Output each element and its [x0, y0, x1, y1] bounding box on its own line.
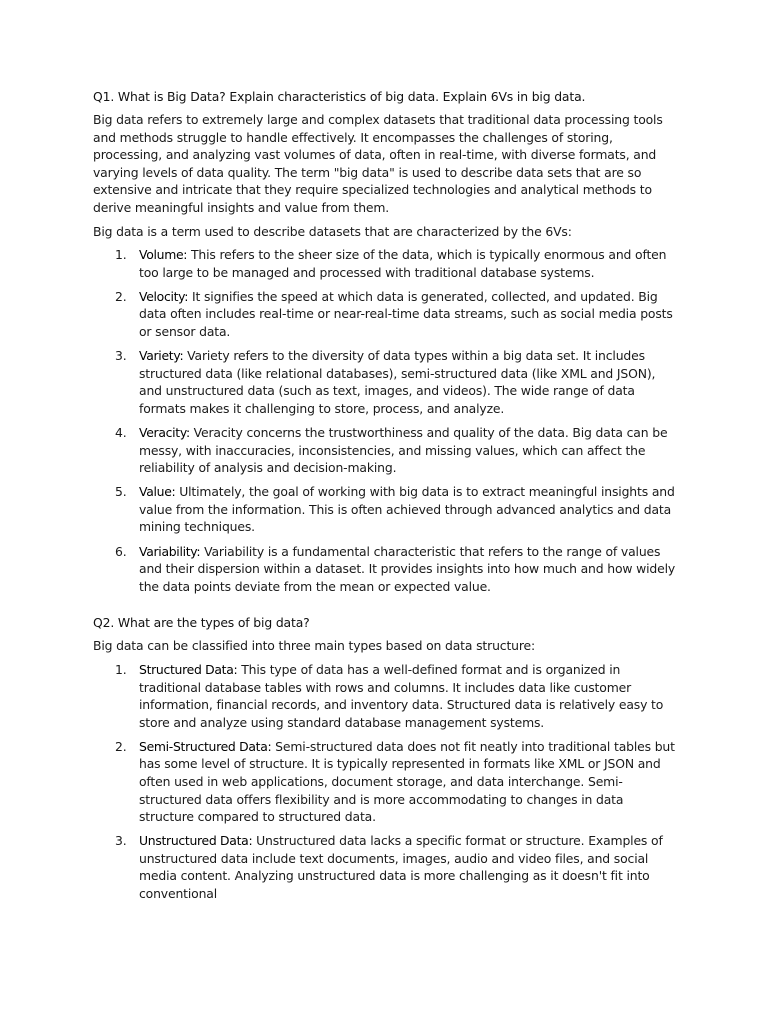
list-text: Unstructured data lacks a specific format or structure. Examples of unstructured data include text documents, images, audio and video files, and social media content. Analyzing unstructured data is more challenging as it doesn't fit into conventional [139, 833, 663, 902]
list-text: This refers to the sheer size of the data, which is typically enormous and often too large to be managed and processed with traditional database systems. [139, 247, 667, 280]
types-list [93, 661, 676, 903]
list-text: Semi-structured data does not fit neatly into traditional tables but has some level of structure. It is typically represented in formats like XML or JSON and often used in web applications, document storage, and data interchange. Semi-structured data offers flexibility and is more accommodating to changes in data structure compared to structured data. [139, 738, 675, 825]
list-item [93, 543, 676, 596]
list-term: Structured Data: [139, 661, 238, 677]
list-item [93, 738, 676, 826]
list-item [93, 288, 676, 341]
list-text: Variability is a fundamental characteristic that refers to the range of values and their dispersion within a dataset. It provides insights into how much and how widely the data points deviate from the mean or expected value. [139, 543, 676, 594]
list-item [93, 424, 676, 477]
list-number: 3. [115, 833, 127, 849]
characteristics-list [93, 246, 676, 595]
list-term: Variability: [139, 543, 201, 559]
paragraph: Big data refers to extremely large and complex datasets that traditional data processing tools and methods struggle to handle effectively. It encompasses the challenges of storing, processing, and analyzing vast volumes of data, often in real-time, with diverse formats, and varying levels of data quality. The term "big data" is used to describe data sets that are so extensive and intricate that they require specialized technologies and analytical methods to derive meaningful insights and value from them. [93, 112, 663, 215]
list-item [93, 347, 676, 417]
list-number: 3. [115, 348, 127, 364]
list-term: Value: [139, 484, 176, 500]
list-term: Variety: [139, 348, 184, 364]
section-q1 [93, 88, 676, 595]
list-number: 2. [115, 288, 127, 304]
list-item [93, 832, 676, 902]
list-term: Veracity: [139, 425, 190, 440]
list-text: It signifies the speed at which data is generated, collected, and updated. Big data often includes real-time or near-real-time data streams, such as social media posts or sensor data. [139, 288, 673, 340]
list-text: Ultimately, the goal of working with big data is to extract meaningful insights and value from the information. This is often achieved through advanced analytics and data mining techniques. [139, 484, 675, 535]
list-number: 1. [115, 247, 127, 263]
list-text: This type of data has a well-defined format and is organized in traditional database tables with rows and columns. It includes data like customer information, financial records, and inventory data. Structured data is relatively easy to store and analyze using standard database management systems. [139, 661, 664, 730]
list-term: Volume: [139, 247, 188, 263]
list-text: Veracity concerns the trustworthiness and quality of the data. Big data can be messy, with inaccuracies, inconsistencies, and missing values, which can affect the reliability of analysis and decision-making. [139, 425, 668, 476]
list-term: Unstructured Data: [139, 833, 253, 849]
list-number: 6. [115, 543, 127, 559]
list-text: Variety refers to the diversity of data types within a big data set. It includes structured data (like relational databases), semi-structured data (like XML and JSON), and unstructured data (such as text, images, and videos). The wide range of data formats makes it challenging to store, process, and analyze. [139, 348, 656, 416]
list-number: 5. [115, 484, 127, 500]
list-term: Velocity: [139, 288, 189, 304]
list-item [93, 246, 676, 281]
list-term: Semi-Structured Data: [139, 738, 272, 754]
list-number: 4. [115, 425, 127, 440]
paragraph: Big data is a term used to describe datasets that are characterized by the 6Vs: [93, 223, 572, 239]
list-number: 1. [115, 661, 127, 677]
paragraph: Big data can be classified into three main types based on data structure: [93, 638, 536, 654]
list-item [93, 661, 676, 731]
question-heading: Q1. What is Big Data? Explain characteristics of big data. Explain 6Vs in big data. [93, 89, 586, 104]
section-q2 [93, 614, 676, 902]
list-item [93, 483, 676, 536]
list-number: 2. [115, 738, 127, 754]
question-heading: Q2. What are the types of big data? [93, 615, 310, 631]
